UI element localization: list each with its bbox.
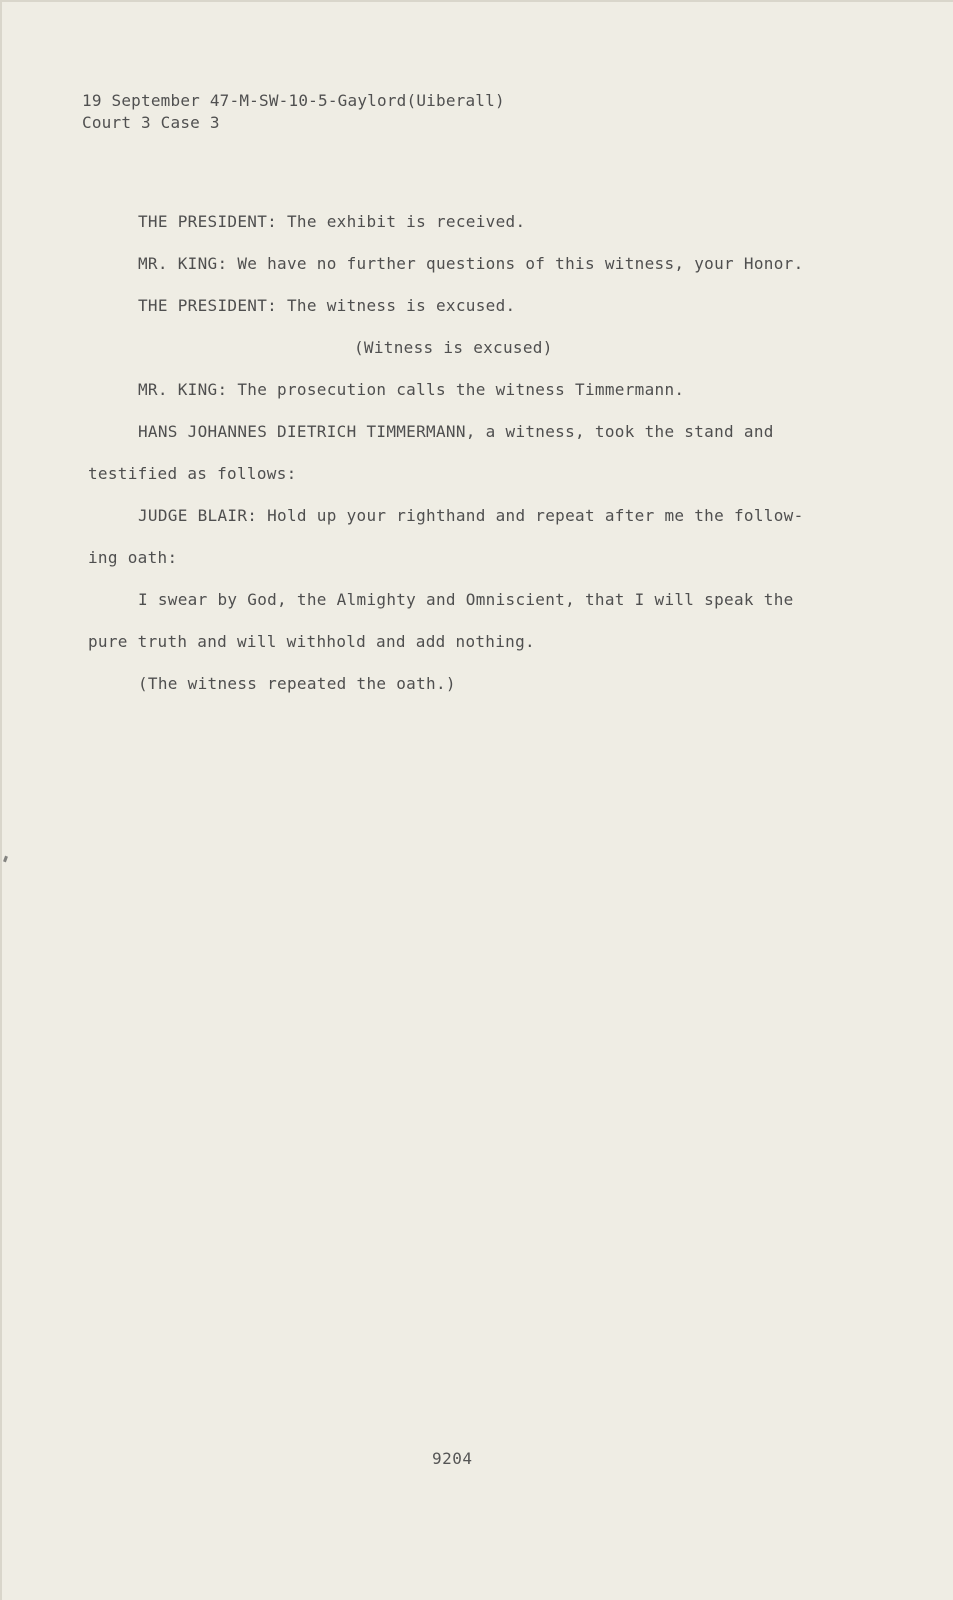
transcript-line: (The witness repeated the oath.) xyxy=(138,674,456,693)
scan-speck xyxy=(3,856,8,863)
transcript-line: ing oath: xyxy=(88,548,178,567)
transcript-line: I swear by God, the Almighty and Omniscient, that I will speak the xyxy=(138,590,794,609)
transcript-line: MR. KING: The prosecution calls the witness Timmermann. xyxy=(138,380,685,399)
transcript-line: MR. KING: We have no further questions of this witness, your Honor. xyxy=(138,254,804,273)
header-court-case: Court 3 Case 3 xyxy=(82,113,220,132)
transcript-line: JUDGE BLAIR: Hold up your righthand and repeat after me the follow- xyxy=(138,506,804,525)
page-number: 9204 xyxy=(432,1449,473,1468)
transcript-line: testified as follows: xyxy=(88,464,297,483)
transcript-line: HANS JOHANNES DIETRICH TIMMERMANN, a witness, took the stand and xyxy=(138,422,774,441)
transcript-line: THE PRESIDENT: The witness is excused. xyxy=(138,296,516,315)
transcript-line: pure truth and will withhold and add nothing. xyxy=(88,632,535,651)
document-header xyxy=(82,90,505,134)
transcript-line: THE PRESIDENT: The exhibit is received. xyxy=(138,212,526,231)
header-date-reference: 19 September 47-M-SW-10-5-Gaylord(Uiberall) xyxy=(82,91,505,110)
transcript-line: (Witness is excused) xyxy=(354,338,553,357)
